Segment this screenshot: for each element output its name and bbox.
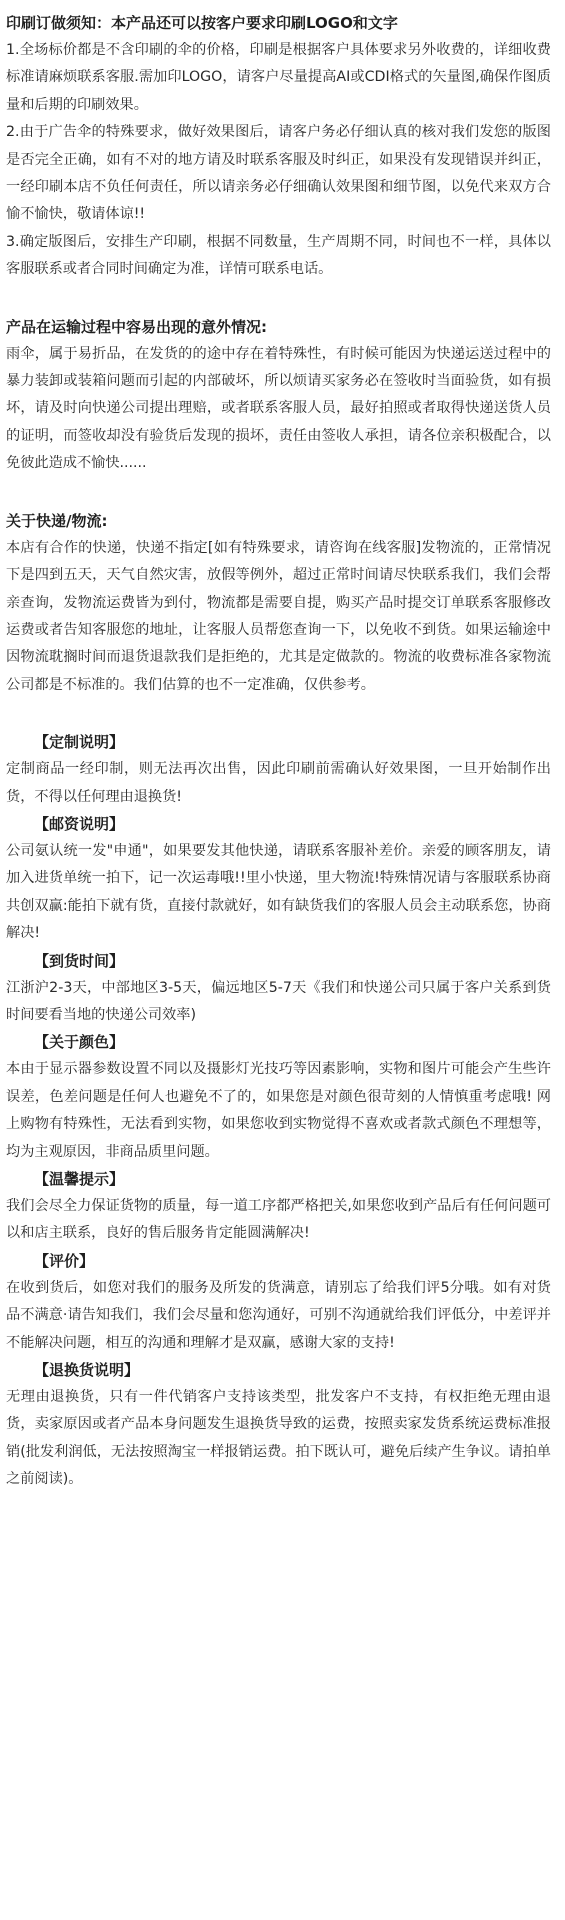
transport-issues-section <box>6 314 551 478</box>
tips-body: 我们会尽全力保证货物的质量，每一道工序都严格把关,如果您收到产品后有任何问题可以和店主联系，良好的售后服务肯定能圆满解决! <box>6 1198 551 1242</box>
review-label: 【评价】 <box>34 1251 95 1270</box>
transport-issues-body: 雨伞，属于易折品，在发货的的途中存在着特殊性，有时候可能因为快递运送过程中的暴力装卸或装箱问题而引起的内部破坏，所以烦请买家务必在签收时当面验货，如有损坏，请及时向快递公司提出理赔，或者联系客服人员，最好拍照或者取得快递送货人员的证明，而签收却没有验货后发现的损坏，责任由签收人承担，请各位亲积极配合，以免彼此造成不愉快...... <box>6 345 551 472</box>
custom-label: 【定制说明】 <box>34 733 125 752</box>
custom-body: 定制商品一经印制，则无法再次出售，因此印刷前需确认好效果图，一旦开始制作出货，不得以任何理由退换货! <box>6 761 551 805</box>
postage-label: 【邮资说明】 <box>34 814 125 833</box>
postage-body: 公司氨认统一发"申通"，如果要发其他快递，请联系客服补差价。亲爱的顾客朋友，请加入进货单统一拍下，记一次运毒哦!!里小快递，里大物流!特殊情况请与客服联系协商共创双赢:能拍下就有货，直接付款就好，如有缺货我们的客服人员会主动联系您，协商解决! <box>6 842 551 942</box>
color-label: 【关于颜色】 <box>34 1033 125 1052</box>
custom-notes-section <box>6 729 551 1494</box>
logistics-section <box>6 508 551 699</box>
return-policy-body: 无理由退换货，只有一件代销客户支持该类型，批发客户不支持，有权拒绝无理由退货，卖家原因或者产品本身问题发生退换货导致的运费，按照卖家发货系统运费标准报销(批发利润低，无法按照淘宝一样报销运费。拍下既认可，避免后续产生争议。请拍单之前阅读)。 <box>6 1389 551 1488</box>
delivery-time-body: 江浙沪2-3天，中部地区3-5天，偏远地区5-7天《我们和快递公司只属于客户关系到货时间要看当地的快递公司效率) <box>6 979 551 1023</box>
printing-notice-item-3: 3.确定版图后，安排生产印刷，根据不同数量，生产周期不同，时间也不一样，具体以客服联系或者合同时间确定为准，详情可联系电话。 <box>6 233 551 278</box>
section-gap <box>6 284 551 314</box>
delivery-time-label: 【到货时间】 <box>34 951 125 970</box>
printing-notice-item-1: 1.全场标价都是不含印刷的伞的价格，印刷是根据客户具体要求另外收费的，详细收费标准请麻烦联系客服.需加印LOGO，请客户尽量提高AI或CDI格式的矢量图,确保作图质量和后期的印刷效果。 <box>6 42 551 113</box>
printing-notice-title: 印刷订做须知：本产品还可以按客户要求印刷LOGO和文字 <box>6 14 398 32</box>
transport-issues-title: 产品在运输过程中容易出现的意外情况: <box>6 317 268 336</box>
tips-label: 【温馨提示】 <box>34 1170 125 1188</box>
return-policy-label: 【退换货说明】 <box>34 1361 140 1380</box>
logistics-title: 关于快递/物流: <box>6 511 108 530</box>
color-body: 本由于显示器参数设置不同以及摄影灯光技巧等因素影响，实物和图片可能会产生些许误差，色差问题是任何人也避免不了的，如果您是对颜色很苛刻的人情慎重考虑哦! 网上购物有特殊性，无法看到实物，如果您收到实物觉得不喜欢或者款式颜色不理想等，均为主观原因，非商品质里问题。 <box>6 1061 551 1160</box>
section-gap <box>6 478 551 508</box>
printing-notice-item-2: 2.由于广告伞的特殊要求，做好效果图后，请客户务必仔细认真的核对我们发您的版图是否完全正确，如有不对的地方请及时联系客服及时纠正，如果没有发现错误并纠正，一经印刷本店不负任何责任，所以请亲务必仔细确认效果图和细节图，以免代来双方合愉不愉快，敬请体谅!! <box>6 124 551 223</box>
section-gap <box>6 699 551 729</box>
printing-notice-section <box>6 10 551 284</box>
logistics-body: 本店有合作的快递，快递不指定[如有特殊要求，请咨询在线客服]发物流的，正常情况下是四到五天，天气自然灾害，放假等例外，超过正常时间请尽快联系我们，我们会帮亲查询，发物流运费皆为到付，物流都是需要自提，购买产品时提交订单联系客服修改运费或者告知客服您的地址，让客服人员帮您查询一下，以免收不到货。如果运输途中因物流耽搁时间而退货退款我们是拒绝的，尤其是定做款的。物流的收费标准各家物流公司都是不标准的。我们估算的也不一定准确，仅供参考。 <box>6 539 551 693</box>
review-body: 在收到货后，如您对我们的服务及所发的货满意，请别忘了给我们评5分哦。如有对货品不满意·请告知我们，我们会尽量和您沟通好，可别不沟通就给我们评低分，中差评并不能解决问题，相互的沟通和理解才是双赢，感谢大家的支持! <box>6 1279 551 1351</box>
